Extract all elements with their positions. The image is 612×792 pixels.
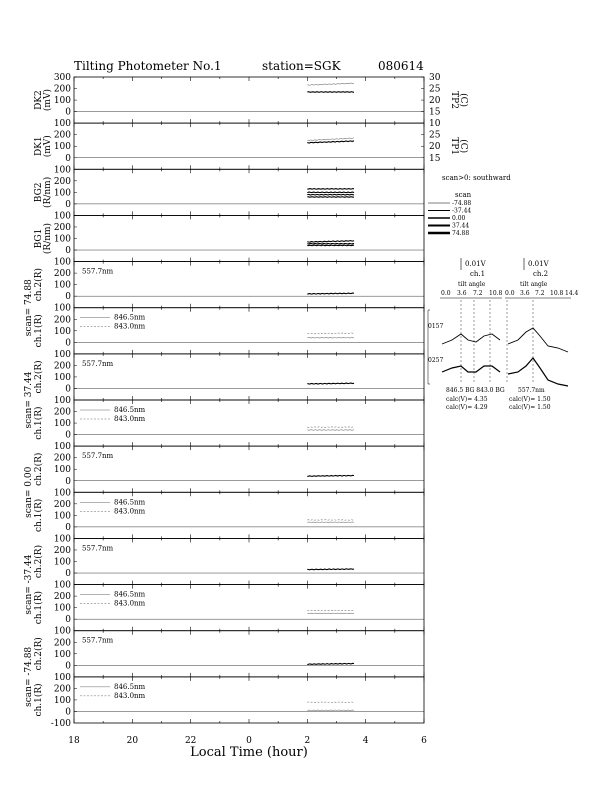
y-tick-label: 0 <box>65 246 71 257</box>
y-tick-label: 100 <box>53 626 71 637</box>
y-tick-label: 100 <box>53 165 71 176</box>
y-tick-label: 0 <box>65 292 71 303</box>
right-axis-label: (C) <box>458 139 468 154</box>
y-axis-label: ch.1(R) <box>34 406 44 440</box>
ch2-calc-2: calc(V)= 1.50 <box>509 404 551 411</box>
right-axis-label: (C) <box>458 93 468 108</box>
y-tick-label: 100 <box>53 580 71 591</box>
scan-legend-value: -37.44 <box>452 207 472 215</box>
ch2-marker-labels: 557.7nm <box>518 387 545 394</box>
data-series-line <box>307 241 354 243</box>
legend-label: 846.5nm <box>114 498 146 507</box>
data-series-line <box>307 245 354 246</box>
ch1-tilt-tick: 10.8 <box>489 290 503 297</box>
y-tick-label: 200 <box>53 176 71 187</box>
y-tick-label: 0 <box>65 707 71 718</box>
y-axis-label: ch.2(R) <box>34 452 44 486</box>
data-series-line <box>307 430 354 431</box>
y-tick-label: 200 <box>53 84 71 95</box>
legend-label: 557.7nm <box>82 544 114 553</box>
y-axis-label: DK1 <box>34 136 44 157</box>
data-series-line <box>307 663 354 664</box>
right-tick-label: 20 <box>429 142 441 153</box>
panel <box>33 627 424 677</box>
y-tick-label: 100 <box>53 396 71 406</box>
y-tick-label: 200 <box>53 130 71 141</box>
ch2-calc-1: calc(V)= 1.50 <box>509 396 551 403</box>
ch1-tilt-label: tilt angle <box>458 281 486 288</box>
panel-frame <box>74 169 424 215</box>
panel <box>34 73 469 123</box>
y-tick-label: -100 <box>50 719 71 729</box>
ch2-label: ch.2 <box>533 270 549 278</box>
legend-label: 846.5nm <box>114 406 146 414</box>
scan-group-label: scan= 37.44 <box>24 371 34 429</box>
time-label-1: 0157 <box>428 323 444 330</box>
data-series-line <box>307 427 354 428</box>
data-series-line <box>307 138 354 141</box>
panel <box>33 581 424 631</box>
right-tick-label: 30 <box>429 73 441 83</box>
legend-label: 843.0nm <box>114 322 146 331</box>
data-series-line <box>307 702 354 703</box>
ch1-tilt-tick: 7.2 <box>473 290 483 297</box>
y-tick-label: 100 <box>53 511 71 522</box>
time-label-2: 0257 <box>428 357 444 364</box>
instrument-title: Tilting Photometer No.1 <box>74 59 222 73</box>
legend-label: 843.0nm <box>114 691 146 700</box>
y-tick-label: 100 <box>53 603 71 614</box>
y-tick-label: 100 <box>53 419 71 430</box>
y-tick-label: 100 <box>53 349 71 360</box>
y-axis-label: ch.2(R) <box>34 360 44 394</box>
legend-label: 557.7nm <box>82 452 114 461</box>
panel <box>33 350 424 400</box>
ch1-marker-labels: 846.5 BG 843.0 BG <box>446 387 505 394</box>
scan-legend-value: -74.88 <box>452 200 472 207</box>
y-tick-label: 200 <box>53 361 71 372</box>
legend-label: 557.7nm <box>82 267 114 276</box>
y-tick-label: 0 <box>65 522 71 533</box>
y-tick-label: 200 <box>53 453 71 464</box>
y-axis-label: ch.1(R) <box>34 591 44 625</box>
right-tick-label: 25 <box>429 130 441 141</box>
y-axis-label: BG1 <box>34 228 44 249</box>
y-axis-label: DK2 <box>34 90 44 110</box>
legend-label: 846.5nm <box>114 590 146 599</box>
scan-group-label: scan= -74.88 <box>24 646 34 707</box>
panel <box>33 258 424 308</box>
ch2-tilt-tick: 0.0 <box>505 290 515 297</box>
scan-profile-curve <box>442 366 500 372</box>
data-series-line <box>307 522 354 523</box>
y-tick-label: 100 <box>53 672 71 683</box>
y-tick-label: 0 <box>65 107 71 118</box>
y-tick-label: 100 <box>53 142 71 153</box>
x-axis-label: Local Time (hour) <box>190 745 308 760</box>
right-tick-label: 10 <box>429 119 441 130</box>
y-tick-label: 200 <box>53 638 71 649</box>
right-tick-label: 15 <box>429 153 441 164</box>
ch2-tilt-tick: 3.6 <box>520 290 530 297</box>
y-tick-label: 200 <box>53 499 71 510</box>
data-series-line <box>307 192 354 193</box>
x-tick-label: 22 <box>184 736 197 746</box>
y-tick-label: 100 <box>53 649 71 660</box>
y-tick-label: 200 <box>53 684 71 695</box>
panel-frame <box>74 123 424 169</box>
data-series-line <box>307 197 354 198</box>
date-label: 080614 <box>378 59 424 73</box>
right-tick-label: 15 <box>429 107 441 118</box>
y-axis-label: (mV) <box>43 135 53 158</box>
y-tick-label: 200 <box>53 222 71 233</box>
scan-legend-value: 74.88 <box>452 230 470 237</box>
y-tick-label: 200 <box>53 315 71 326</box>
ch1-calc-1: calc(V)= 4.35 <box>446 396 488 403</box>
x-tick-label: 18 <box>68 736 80 746</box>
x-tick-label: 2 <box>304 736 311 746</box>
y-axis-label: ch.2(R) <box>34 637 44 671</box>
ch2-tilt-tick: 10.8 <box>550 290 564 297</box>
right-axis-label: TP1 <box>449 137 459 156</box>
legend-label: 557.7nm <box>82 636 114 645</box>
y-tick-label: 100 <box>53 488 71 499</box>
y-tick-label: 0 <box>65 384 71 395</box>
panel <box>33 304 424 354</box>
ch2-tilt-label: tilt angle <box>520 281 548 288</box>
y-tick-label: 0 <box>65 199 71 210</box>
x-tick-label: 6 <box>421 736 427 746</box>
ch1-label: ch.1 <box>470 270 486 278</box>
panel <box>33 442 424 492</box>
y-tick-label: 100 <box>53 119 71 130</box>
ch1-tilt-tick: 3.6 <box>457 290 467 297</box>
data-series-line <box>307 83 354 85</box>
y-axis-label: ch.1(R) <box>34 683 44 717</box>
y-tick-label: 100 <box>53 465 71 476</box>
ch2-tilt-tick: 14.4 <box>565 290 579 297</box>
y-axis-label: ch.1(R) <box>34 314 44 348</box>
x-tick-label: 4 <box>362 736 369 746</box>
y-tick-label: 100 <box>53 442 71 453</box>
legend-label: 843.0nm <box>114 507 146 516</box>
y-tick-label: 200 <box>53 407 71 418</box>
legend-label: 843.0nm <box>114 599 146 608</box>
ch1-calc-2: calc(V)= 4.29 <box>446 404 488 411</box>
panel-frame <box>74 262 424 308</box>
scan-group-label: scan= 0.00 <box>24 466 34 518</box>
ch1-scale: 0.01V <box>465 260 486 268</box>
y-tick-label: 0 <box>65 661 71 672</box>
y-tick-label: 0 <box>65 338 71 349</box>
y-axis-label: (R/nm) <box>43 222 53 255</box>
y-tick-label: 200 <box>53 269 71 280</box>
y-tick-label: 100 <box>53 326 71 337</box>
y-tick-label: 100 <box>53 96 71 107</box>
panel-frame <box>74 354 424 400</box>
y-tick-label: 100 <box>53 557 71 568</box>
y-tick-label: 100 <box>53 188 71 199</box>
y-axis-label: (R/nm) <box>43 176 53 208</box>
panel-frame <box>74 215 424 261</box>
y-tick-label: 200 <box>53 592 71 603</box>
data-series-line <box>307 337 354 338</box>
legend-label: 557.7nm <box>82 359 114 368</box>
data-series-line <box>307 710 354 711</box>
data-series-line <box>307 613 354 614</box>
data-series-line <box>307 333 354 334</box>
y-tick-label: 0 <box>65 476 71 487</box>
y-tick-label: 0 <box>65 430 71 441</box>
data-series-line <box>307 92 354 93</box>
scan-legend-title: scan <box>455 191 472 199</box>
y-axis-label: BG2 <box>34 182 44 203</box>
y-tick-label: 100 <box>53 211 71 222</box>
panel-frame <box>74 77 424 123</box>
legend-label: 846.5nm <box>114 682 146 691</box>
scan-legend-value: 37.44 <box>452 222 470 230</box>
panel-frame <box>74 538 424 584</box>
y-tick-label: 200 <box>53 545 71 556</box>
data-series-line <box>307 141 354 143</box>
y-axis-label: ch.2(R) <box>34 544 44 579</box>
y-tick-label: 100 <box>53 280 71 291</box>
ch2-tilt-tick: 7.2 <box>535 290 545 297</box>
data-series-line <box>307 293 354 294</box>
y-tick-label: 0 <box>65 153 71 164</box>
panel <box>34 211 424 261</box>
scan-profile-curve <box>442 334 500 344</box>
station-label: station=SGK <box>262 59 341 73</box>
scan-profile-curve <box>508 358 568 386</box>
scan-group-label: scan= 74.88 <box>24 279 34 337</box>
y-axis-label: ch.1(R) <box>34 498 44 532</box>
data-series-line <box>307 383 354 384</box>
right-tick-label: 25 <box>429 84 441 95</box>
right-axis-label: TP2 <box>449 91 459 109</box>
y-tick-label: 100 <box>53 372 71 383</box>
scan-direction-note: scan>0: southward <box>442 174 511 182</box>
y-tick-label: 0 <box>65 569 71 580</box>
scan-profile-curve <box>508 328 568 352</box>
ch2-scale: 0.01V <box>528 260 549 268</box>
x-tick-label: 0 <box>246 736 252 746</box>
data-series-line <box>307 189 354 190</box>
ch1-tilt-tick: 0.0 <box>441 290 451 297</box>
legend-label: 846.5nm <box>114 313 146 322</box>
side-panel <box>428 174 579 411</box>
x-tick-label: 20 <box>126 736 139 746</box>
y-tick-label: 100 <box>53 695 71 706</box>
y-axis-label: (mV) <box>43 89 53 112</box>
panel <box>34 165 424 215</box>
data-series-line <box>307 520 354 521</box>
panel <box>33 534 424 584</box>
y-tick-label: 100 <box>53 234 71 245</box>
y-tick-label: 300 <box>53 73 71 83</box>
data-series-line <box>307 243 354 244</box>
y-tick-label: 100 <box>53 303 71 314</box>
panel <box>33 673 424 723</box>
data-series-line <box>307 569 354 570</box>
y-tick-label: 100 <box>53 534 71 545</box>
scan-group-label: scan= -37.44 <box>24 554 34 615</box>
y-tick-label: 0 <box>65 615 71 626</box>
panel-frame <box>74 631 424 677</box>
panel-frame <box>74 446 424 492</box>
panel <box>33 396 424 446</box>
data-series-line <box>307 475 354 476</box>
data-series-line <box>307 194 354 195</box>
panel <box>34 119 469 169</box>
y-axis-label: ch.2(R) <box>34 268 44 302</box>
right-tick-label: 20 <box>429 96 441 107</box>
y-tick-label: 100 <box>53 257 71 268</box>
legend-label: 843.0nm <box>114 415 146 423</box>
data-series-line <box>307 610 354 611</box>
scan-legend-value: 0.00 <box>452 215 466 222</box>
panel <box>33 488 424 538</box>
